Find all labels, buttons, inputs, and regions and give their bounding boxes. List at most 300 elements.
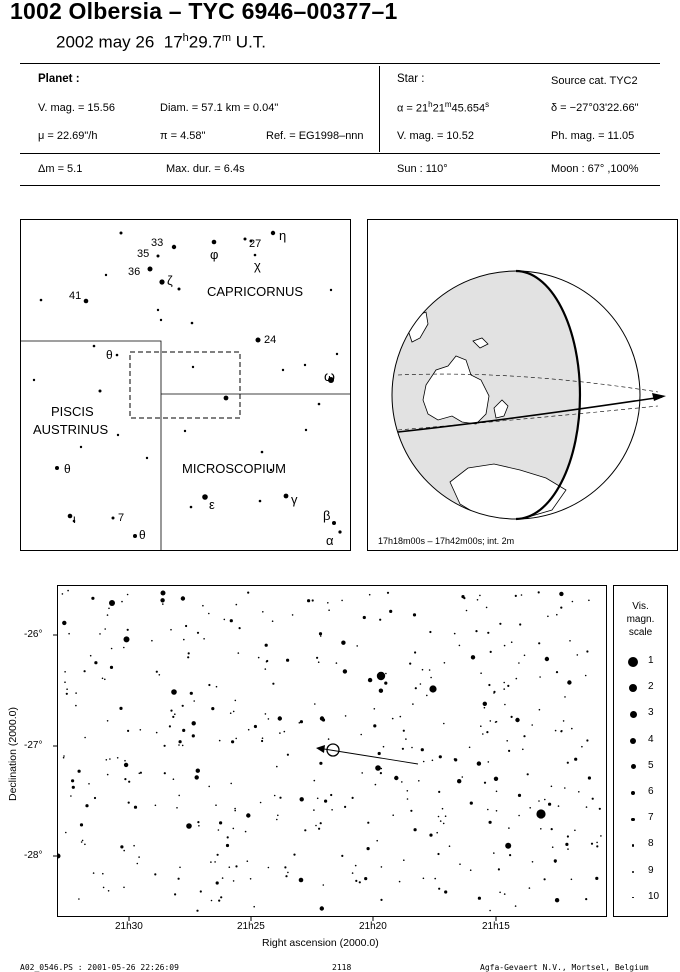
field-star bbox=[208, 613, 210, 615]
field-star bbox=[287, 754, 289, 756]
ra-m-unit: m bbox=[444, 100, 452, 109]
field-star bbox=[169, 725, 171, 727]
field-star bbox=[373, 724, 376, 727]
field-star bbox=[84, 844, 86, 846]
star-label: β bbox=[323, 508, 331, 523]
bright-star bbox=[171, 689, 177, 695]
star-label: 36 bbox=[128, 266, 141, 278]
field-star bbox=[482, 733, 484, 735]
field-star bbox=[262, 737, 264, 739]
field-star bbox=[423, 878, 425, 880]
field-star bbox=[314, 703, 316, 705]
field-star bbox=[413, 613, 416, 616]
star-label: θ bbox=[64, 462, 71, 476]
field-star bbox=[423, 761, 425, 763]
motion-arrow-head bbox=[316, 745, 325, 753]
field-star bbox=[67, 590, 69, 592]
magnitude-dot bbox=[632, 871, 634, 873]
field-star bbox=[66, 688, 68, 690]
field-star bbox=[84, 737, 86, 739]
field-star bbox=[444, 662, 446, 664]
bright-star bbox=[161, 591, 166, 596]
field-star bbox=[479, 595, 481, 597]
field-star bbox=[486, 731, 488, 733]
field-star bbox=[556, 614, 558, 616]
asteroid-motion-line bbox=[324, 749, 418, 764]
field-star bbox=[272, 620, 274, 622]
constellation-austrinus: AUSTRINUS bbox=[33, 422, 109, 437]
field-star bbox=[238, 652, 240, 654]
field-star bbox=[307, 599, 310, 602]
globe-caption: 17h18m00s – 17h42m00s; int. 2m bbox=[378, 536, 515, 546]
field-star bbox=[182, 745, 184, 747]
field-star bbox=[108, 890, 110, 892]
field-star bbox=[133, 845, 135, 847]
planet-heading: Planet : bbox=[38, 73, 80, 85]
field-star bbox=[489, 821, 492, 824]
field-star bbox=[196, 769, 200, 773]
field-star bbox=[495, 721, 497, 723]
field-star bbox=[515, 595, 517, 597]
table-top-rule bbox=[20, 63, 660, 64]
field-star bbox=[137, 863, 139, 865]
magnitude-level-label: 8 bbox=[648, 838, 654, 850]
star-photo-mag: Ph. mag. = 11.05 bbox=[551, 130, 635, 142]
field-star bbox=[586, 650, 588, 652]
field-star bbox=[182, 705, 184, 707]
field-star bbox=[88, 783, 90, 785]
field-star bbox=[193, 700, 195, 702]
field-star bbox=[63, 757, 65, 759]
ra-seconds: 45.654 bbox=[451, 102, 486, 115]
field-star bbox=[437, 853, 439, 855]
field-star bbox=[196, 910, 198, 912]
field-star bbox=[323, 884, 325, 886]
field-star bbox=[430, 677, 432, 679]
field-star bbox=[78, 898, 80, 900]
time-suffix: U.T. bbox=[231, 32, 267, 52]
field-star bbox=[247, 860, 249, 862]
field-star bbox=[586, 739, 588, 741]
field-star bbox=[219, 740, 221, 742]
field-star bbox=[230, 783, 232, 785]
field-star bbox=[405, 738, 407, 740]
planet-diameter: Diam. = 57.1 km = 0.04" bbox=[160, 102, 279, 114]
field-star bbox=[477, 599, 479, 601]
field-star bbox=[504, 893, 506, 895]
field-star bbox=[299, 722, 301, 724]
field-star bbox=[82, 840, 84, 842]
field-star bbox=[569, 640, 571, 642]
field-star bbox=[66, 693, 68, 695]
field-star bbox=[443, 823, 445, 825]
field-star bbox=[341, 600, 343, 602]
bright-star bbox=[299, 878, 304, 883]
field-star bbox=[108, 608, 110, 610]
field-star bbox=[375, 784, 377, 786]
field-star bbox=[192, 721, 196, 725]
field-star bbox=[235, 738, 237, 740]
field-star bbox=[454, 633, 456, 635]
field-star bbox=[211, 900, 213, 902]
field-star bbox=[187, 656, 189, 658]
star-label: φ bbox=[210, 247, 219, 262]
field-star bbox=[179, 867, 181, 869]
field-star bbox=[484, 782, 486, 784]
field-star bbox=[102, 873, 104, 875]
field-star bbox=[361, 772, 363, 774]
field-star bbox=[162, 603, 164, 605]
table-bottom-rule bbox=[20, 153, 660, 154]
magnitude-level-label: 10 bbox=[648, 890, 660, 902]
star-name-labels bbox=[64, 228, 335, 548]
field-star bbox=[119, 707, 122, 710]
field-star bbox=[480, 725, 482, 727]
field-star bbox=[438, 816, 440, 818]
field-star bbox=[498, 868, 500, 870]
field-star bbox=[439, 755, 442, 758]
field-star bbox=[577, 654, 579, 656]
field-star bbox=[505, 843, 511, 849]
field-star bbox=[591, 843, 593, 845]
field-star bbox=[328, 738, 330, 740]
field-star bbox=[551, 828, 553, 830]
field-star bbox=[403, 859, 405, 861]
field-star bbox=[134, 806, 137, 809]
magnitude-dot bbox=[631, 818, 634, 821]
field-star bbox=[411, 747, 413, 749]
field-star bbox=[516, 678, 518, 680]
magnitude-dot bbox=[632, 844, 635, 847]
field-star bbox=[156, 671, 158, 673]
field-star bbox=[315, 825, 317, 827]
field-star bbox=[410, 810, 412, 812]
field-star bbox=[218, 900, 220, 902]
field-star bbox=[276, 766, 278, 768]
field-star bbox=[432, 760, 434, 762]
field-star bbox=[314, 780, 316, 782]
field-star bbox=[160, 598, 164, 602]
field-star bbox=[327, 602, 329, 604]
field-star bbox=[214, 861, 216, 863]
field-star bbox=[487, 809, 489, 811]
field-star bbox=[319, 632, 322, 635]
ra-h-unit: h bbox=[428, 100, 433, 109]
globe-panel bbox=[367, 219, 678, 551]
field-star bbox=[429, 669, 431, 671]
field-star bbox=[203, 638, 205, 640]
star-label: ω bbox=[324, 368, 335, 384]
field-star bbox=[218, 829, 220, 831]
magnitude-drop: Δm = 5.1 bbox=[38, 163, 83, 175]
magnitude-dot bbox=[630, 738, 636, 744]
field-star bbox=[345, 715, 347, 717]
field-star bbox=[488, 684, 490, 686]
field-star bbox=[124, 763, 128, 767]
field-star bbox=[596, 842, 598, 844]
field-star bbox=[139, 773, 141, 775]
field-star bbox=[367, 822, 369, 824]
field-star bbox=[470, 869, 472, 871]
field-star bbox=[585, 675, 587, 677]
field-star bbox=[316, 657, 318, 659]
field-star bbox=[117, 757, 119, 759]
field-star bbox=[486, 607, 488, 609]
field-star bbox=[343, 669, 347, 673]
y-tick-label: -27° bbox=[24, 740, 43, 751]
field-star bbox=[545, 657, 549, 661]
field-star bbox=[515, 905, 517, 907]
footer-page-number: 2118 bbox=[332, 963, 352, 972]
field-star bbox=[324, 800, 327, 803]
globe-svg bbox=[368, 220, 677, 550]
field-star bbox=[409, 663, 411, 665]
field-star bbox=[496, 810, 498, 812]
field-star bbox=[504, 704, 506, 706]
field-star bbox=[197, 821, 199, 823]
field-star bbox=[421, 748, 424, 751]
x-tick-label: 21h25 bbox=[237, 921, 265, 932]
field-star bbox=[234, 810, 236, 812]
field-star bbox=[239, 627, 241, 629]
field-star bbox=[72, 786, 75, 789]
field-star bbox=[400, 716, 402, 718]
field-star bbox=[210, 861, 212, 863]
field-star bbox=[572, 601, 574, 603]
x-tick-label: 21h15 bbox=[482, 921, 510, 932]
field-star bbox=[504, 645, 506, 647]
field-star bbox=[480, 672, 482, 674]
star-label: 33 bbox=[151, 237, 164, 249]
field-star bbox=[279, 797, 281, 799]
bright-star bbox=[186, 823, 192, 829]
field-star bbox=[80, 823, 83, 826]
magnitude-level-label: 9 bbox=[648, 864, 654, 876]
field-star bbox=[539, 676, 541, 678]
field-star bbox=[234, 808, 236, 810]
field-star bbox=[529, 807, 531, 809]
path-arrow-head bbox=[652, 393, 666, 401]
field-star bbox=[518, 815, 520, 817]
field-star bbox=[277, 815, 279, 817]
field-star bbox=[508, 750, 510, 752]
field-star bbox=[293, 854, 295, 856]
field-star bbox=[190, 692, 193, 695]
field-star bbox=[182, 729, 185, 732]
field-star bbox=[341, 855, 343, 857]
constellation-map bbox=[20, 219, 351, 551]
field-star bbox=[478, 897, 481, 900]
field-star bbox=[434, 878, 436, 880]
field-star bbox=[440, 820, 442, 822]
field-star bbox=[127, 629, 129, 631]
field-star bbox=[360, 734, 362, 736]
event-datetime bbox=[56, 32, 266, 53]
field-star bbox=[538, 591, 540, 593]
field-star bbox=[151, 640, 153, 642]
field-star bbox=[103, 887, 105, 889]
field-star bbox=[183, 639, 185, 641]
field-star bbox=[544, 799, 546, 801]
field-star bbox=[285, 875, 287, 877]
field-star bbox=[385, 673, 387, 675]
field-star bbox=[561, 730, 563, 732]
field-star bbox=[469, 747, 471, 749]
field-star bbox=[523, 735, 525, 737]
field-star bbox=[457, 779, 461, 783]
field-star bbox=[376, 840, 378, 842]
field-star bbox=[540, 828, 542, 830]
field-star bbox=[341, 641, 345, 645]
field-star bbox=[599, 808, 601, 810]
field-star bbox=[266, 661, 268, 663]
field-star bbox=[588, 776, 591, 779]
field-star bbox=[178, 795, 180, 797]
field-star bbox=[392, 718, 394, 720]
field-star bbox=[519, 623, 521, 625]
field-star bbox=[138, 856, 140, 858]
field-star bbox=[436, 832, 438, 834]
field-star bbox=[107, 614, 109, 616]
field-star bbox=[380, 899, 382, 901]
field-star bbox=[123, 647, 125, 649]
field-star bbox=[75, 692, 77, 694]
field-star bbox=[229, 866, 231, 868]
field-star bbox=[247, 592, 249, 594]
y-tick-label: -26° bbox=[24, 629, 43, 640]
field-star bbox=[219, 821, 222, 824]
field-star bbox=[368, 678, 372, 682]
star-label: 24 bbox=[264, 334, 277, 346]
field-star bbox=[90, 655, 92, 657]
sun-elongation: Sun : 110° bbox=[397, 163, 448, 175]
field-star bbox=[63, 755, 65, 757]
star-vmag: V. mag. = 10.52 bbox=[397, 130, 474, 142]
field-star bbox=[459, 645, 461, 647]
field-star bbox=[320, 906, 324, 910]
field-star bbox=[106, 759, 108, 761]
field-star bbox=[71, 779, 74, 782]
field-star bbox=[461, 595, 464, 598]
field-star bbox=[355, 865, 357, 867]
event-minutes: 29.7 bbox=[188, 32, 222, 52]
star-heading: Star : bbox=[397, 73, 425, 85]
orbit-reference: Ref. = EG1998–nnn bbox=[266, 130, 364, 142]
field-star bbox=[156, 732, 158, 734]
field-star bbox=[164, 772, 166, 774]
field-star bbox=[407, 798, 409, 800]
bright-star bbox=[375, 765, 381, 771]
field-star bbox=[192, 734, 195, 737]
footer-credit: Agfa-Gevaert N.V., Mortsel, Belgium bbox=[480, 963, 649, 972]
field-star bbox=[595, 877, 598, 880]
field-star bbox=[104, 628, 106, 630]
field-star bbox=[352, 872, 354, 874]
field-star bbox=[197, 632, 199, 634]
bright-star bbox=[377, 672, 385, 680]
field-star bbox=[123, 887, 125, 889]
field-star bbox=[78, 770, 81, 773]
field-star bbox=[508, 827, 510, 829]
star-label: η bbox=[279, 228, 287, 243]
magnitude-level-label: 6 bbox=[648, 786, 654, 797]
field-star bbox=[181, 596, 185, 600]
minute-unit: m bbox=[221, 32, 232, 44]
field-star bbox=[490, 651, 492, 653]
field-star bbox=[208, 786, 210, 788]
field-star bbox=[286, 659, 289, 662]
field-star bbox=[216, 881, 219, 884]
field-star bbox=[304, 829, 306, 831]
event-date: 2002 may 26 bbox=[56, 32, 155, 52]
field-star bbox=[383, 746, 385, 748]
bright-star bbox=[58, 854, 61, 859]
ra-minutes: 21 bbox=[432, 102, 445, 115]
field-star bbox=[588, 600, 590, 602]
table-bottom-rule-2 bbox=[20, 185, 660, 186]
star-field-svg bbox=[58, 586, 606, 916]
field-star bbox=[185, 625, 187, 627]
field-star bbox=[154, 873, 156, 875]
constellation-names bbox=[33, 284, 303, 476]
field-star bbox=[412, 703, 414, 705]
star-label: χ bbox=[254, 258, 261, 273]
bright-star bbox=[109, 600, 115, 606]
field-star bbox=[93, 872, 95, 874]
magnitude-scale-title bbox=[614, 600, 667, 639]
field-star bbox=[94, 797, 96, 799]
field-star bbox=[445, 815, 447, 817]
field-star bbox=[374, 708, 376, 710]
field-star bbox=[330, 794, 332, 796]
field-star bbox=[65, 832, 67, 834]
magnitude-level-label: 2 bbox=[648, 681, 654, 693]
field-star bbox=[518, 794, 521, 797]
constellation-microscopium: MICROSCOPIUM bbox=[182, 461, 286, 476]
field-star bbox=[489, 910, 491, 912]
field-star bbox=[503, 688, 505, 690]
field-star bbox=[208, 684, 210, 686]
field-star bbox=[515, 718, 519, 722]
field-star bbox=[596, 845, 598, 847]
field-star bbox=[68, 633, 70, 635]
field-star bbox=[509, 854, 511, 856]
field-star bbox=[312, 599, 314, 601]
field-star bbox=[496, 791, 498, 793]
field-star bbox=[258, 657, 260, 659]
field-star bbox=[235, 865, 237, 867]
field-star bbox=[62, 621, 66, 625]
field-star bbox=[320, 822, 322, 824]
field-star bbox=[227, 836, 229, 838]
field-star bbox=[586, 806, 588, 808]
max-duration: Max. dur. = 6.4s bbox=[166, 163, 245, 175]
magnitude-dot bbox=[632, 897, 633, 898]
field-star bbox=[172, 716, 174, 718]
field-star bbox=[499, 892, 501, 894]
field-star bbox=[85, 804, 88, 807]
field-star bbox=[140, 772, 142, 774]
field-star bbox=[170, 710, 172, 712]
field-star bbox=[318, 828, 320, 830]
field-star bbox=[551, 786, 553, 788]
planet-vmag: V. mag. = 15.56 bbox=[38, 102, 115, 114]
field-star bbox=[278, 716, 282, 720]
field-star bbox=[226, 844, 229, 847]
bright-star bbox=[536, 809, 545, 818]
scale-title-line: scale bbox=[628, 627, 653, 638]
field-star bbox=[217, 854, 219, 856]
